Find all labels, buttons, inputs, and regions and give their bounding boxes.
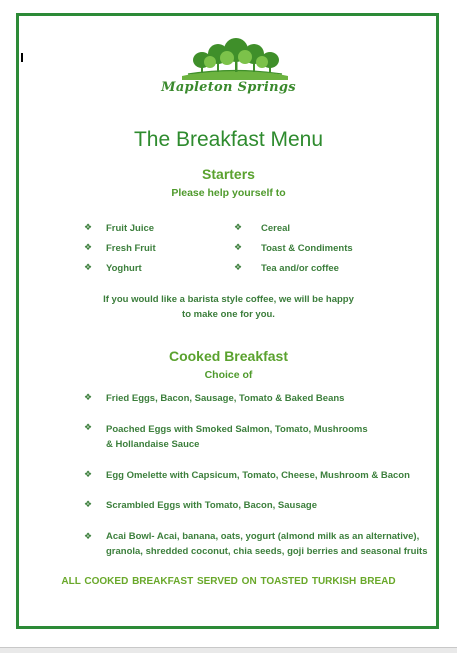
cooked-item-line: Poached Eggs with Smoked Salmon, Tomato, Mushrooms — [106, 424, 368, 435]
bullet-icon: ❖ — [84, 262, 93, 272]
cooked-heading: Cooked Breakfast — [168, 348, 289, 364]
cooked-item-line: Fried Eggs, Bacon, Sausage, Tomato & Baked Beans — [106, 393, 345, 404]
bullet-icon: ❖ — [84, 469, 93, 479]
cooked-item-line: Scrambled Eggs with Tomato, Bacon, Sausage — [106, 500, 317, 511]
starter-item: Fresh Fruit — [106, 243, 156, 254]
bullet-icon: ❖ — [84, 242, 93, 252]
starter-item: Cereal — [261, 223, 291, 234]
bullet-icon: ❖ — [84, 422, 93, 432]
footer-note: ALL COOKED BREAKFAST SERVED ON TOASTED TURKISH BREAD — [61, 576, 396, 587]
starter-item: Yoghurt — [106, 263, 142, 274]
cooked-item-line: Acai Bowl- Acai, banana, oats, yogurt (almond milk as an alternative), — [106, 531, 420, 542]
bullet-icon: ❖ — [84, 499, 93, 509]
barista-note-line1: If you would like a barista style coffee, we will be happy — [103, 294, 354, 305]
cooked-item-line: granola, shredded coconut, chia seeds, goji berries and seasonal fruits — [106, 546, 428, 557]
bullet-icon: ❖ — [84, 531, 93, 541]
starters-heading: Starters — [202, 166, 255, 182]
barista-note-line2: to make one for you. — [182, 309, 275, 320]
menu-title: The Breakfast Menu — [133, 128, 324, 151]
cooked-subheading: Choice of — [204, 369, 253, 381]
bullet-icon: ❖ — [84, 222, 93, 232]
bullet-icon: ❖ — [234, 262, 243, 272]
bullet-icon: ❖ — [84, 392, 93, 402]
bullet-icon: ❖ — [234, 222, 243, 232]
starter-item: Fruit Juice — [106, 223, 155, 234]
bullet-icon: ❖ — [234, 242, 243, 252]
starters-subheading: Please help yourself to — [171, 187, 286, 199]
cooked-item-line: Egg Omelette with Capsicum, Tomato, Cheese, Mushroom & Bacon — [106, 470, 410, 481]
starter-item: Toast & Condiments — [261, 243, 353, 254]
starter-item: Tea and/or coffee — [261, 263, 339, 274]
cooked-item-line: & Hollandaise Sauce — [106, 439, 200, 450]
brand-name: Mapleton Springs — [161, 80, 296, 95]
trees-logo-icon — [180, 36, 290, 80]
page-edge — [0, 648, 457, 653]
